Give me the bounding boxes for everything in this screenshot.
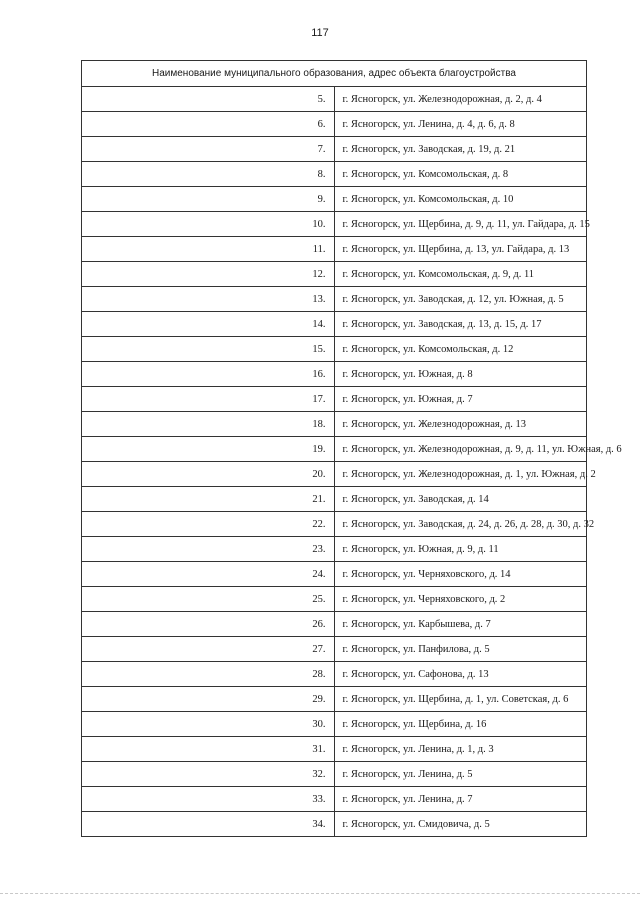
- row-address: г. Ясногорск, ул. Ленина, д. 5: [334, 762, 587, 787]
- row-address: г. Ясногорск, ул. Заводская, д. 14: [334, 487, 587, 512]
- page-number: 117: [311, 27, 329, 39]
- row-number: 14.: [82, 312, 335, 337]
- row-address: г. Ясногорск, ул. Железнодорожная, д. 9, д. 11, ул. Южная, д. 6: [334, 437, 587, 462]
- row-number: 27.: [82, 637, 335, 662]
- row-number: 23.: [82, 537, 335, 562]
- table-row: [82, 762, 587, 787]
- row-number: 22.: [82, 512, 335, 537]
- table-row: [82, 487, 587, 512]
- row-number: 9.: [82, 187, 335, 212]
- row-address: г. Ясногорск, ул. Панфилова, д. 5: [334, 637, 587, 662]
- row-number: 8.: [82, 162, 335, 187]
- row-address: г. Ясногорск, ул. Железнодорожная, д. 1, ул. Южная, д. 2: [334, 462, 587, 487]
- row-number: 25.: [82, 587, 335, 612]
- row-address: г. Ясногорск, ул. Черняховского, д. 14: [334, 562, 587, 587]
- row-address: г. Ясногорск, ул. Черняховского, д. 2: [334, 587, 587, 612]
- table-row: [82, 562, 587, 587]
- row-number: 12.: [82, 262, 335, 287]
- table-row: [82, 437, 587, 462]
- table-row: [82, 537, 587, 562]
- row-address: г. Ясногорск, ул. Заводская, д. 13, д. 15, д. 17: [334, 312, 587, 337]
- row-address: г. Ясногорск, ул. Южная, д. 9, д. 11: [334, 537, 587, 562]
- row-address: г. Ясногорск, ул. Смидовича, д. 5: [334, 812, 587, 837]
- row-address: г. Ясногорск, ул. Щербина, д. 16: [334, 712, 587, 737]
- row-number: 34.: [82, 812, 335, 837]
- table-row: [82, 412, 587, 437]
- address-table: [81, 60, 622, 837]
- table-row: [82, 812, 587, 837]
- table-row: [82, 137, 587, 162]
- table-row: [82, 787, 587, 812]
- row-address: г. Ясногорск, ул. Комсомольская, д. 8: [334, 162, 587, 187]
- table-row: [82, 162, 587, 187]
- row-number: 26.: [82, 612, 335, 637]
- table-row: [82, 262, 587, 287]
- page-footer-divider: [0, 893, 640, 895]
- row-number: 16.: [82, 362, 335, 387]
- table-row: [82, 237, 587, 262]
- row-number: 29.: [82, 687, 335, 712]
- row-number: 24.: [82, 562, 335, 587]
- row-number: 28.: [82, 662, 335, 687]
- table-row: [82, 462, 587, 487]
- table-row: [82, 87, 587, 112]
- table-row: [82, 512, 587, 537]
- row-number: 7.: [82, 137, 335, 162]
- table-row: [82, 312, 587, 337]
- table-row: [82, 637, 587, 662]
- row-address: г. Ясногорск, ул. Южная, д. 8: [334, 362, 587, 387]
- table-row: [82, 337, 587, 362]
- row-address: г. Ясногорск, ул. Заводская, д. 12, ул. Южная, д. 5: [334, 287, 587, 312]
- row-number: 13.: [82, 287, 335, 312]
- table-row: [82, 687, 587, 712]
- table-row: [82, 287, 587, 312]
- row-number: 11.: [82, 237, 335, 262]
- row-number: 6.: [82, 112, 335, 137]
- table-row: [82, 212, 587, 237]
- row-address: г. Ясногорск, ул. Сафонова, д. 13: [334, 662, 587, 687]
- row-address: г. Ясногорск, ул. Щербина, д. 13, ул. Гайдара, д. 13: [334, 237, 587, 262]
- table-row: [82, 587, 587, 612]
- table-row: [82, 737, 587, 762]
- row-address: г. Ясногорск, ул. Щербина, д. 1, ул. Советская, д. 6: [334, 687, 587, 712]
- row-number: 21.: [82, 487, 335, 512]
- row-number: 15.: [82, 337, 335, 362]
- row-address: г. Ясногорск, ул. Заводская, д. 19, д. 21: [334, 137, 587, 162]
- table-body: [82, 87, 622, 837]
- row-address: г. Ясногорск, ул. Заводская, д. 24, д. 26, д. 28, д. 30, д. 32: [334, 512, 587, 537]
- row-address: г. Ясногорск, ул. Ленина, д. 1, д. 3: [334, 737, 587, 762]
- row-number: 5.: [82, 87, 335, 112]
- row-address: г. Ясногорск, ул. Ленина, д. 7: [334, 787, 587, 812]
- row-number: 20.: [82, 462, 335, 487]
- row-number: 19.: [82, 437, 335, 462]
- row-number: 30.: [82, 712, 335, 737]
- row-address: г. Ясногорск, ул. Комсомольская, д. 12: [334, 337, 587, 362]
- table-header: Наименование муниципального образования, адрес объекта благоустройства: [82, 61, 587, 87]
- row-number: 31.: [82, 737, 335, 762]
- row-number: 32.: [82, 762, 335, 787]
- row-number: 33.: [82, 787, 335, 812]
- row-number: 10.: [82, 212, 335, 237]
- row-address: г. Ясногорск, ул. Комсомольская, д. 10: [334, 187, 587, 212]
- table-row: [82, 112, 587, 137]
- table-row: [82, 387, 587, 412]
- row-number: 17.: [82, 387, 335, 412]
- row-address: г. Ясногорск, ул. Комсомольская, д. 9, д. 11: [334, 262, 587, 287]
- row-address: г. Ясногорск, ул. Южная, д. 7: [334, 387, 587, 412]
- table-row: [82, 662, 587, 687]
- row-number: 18.: [82, 412, 335, 437]
- row-address: г. Ясногорск, ул. Карбышева, д. 7: [334, 612, 587, 637]
- row-address: г. Ясногорск, ул. Железнодорожная, д. 13: [334, 412, 587, 437]
- row-address: г. Ясногорск, ул. Щербина, д. 9, д. 11, ул. Гайдара, д. 15: [334, 212, 587, 237]
- table-row: [82, 187, 587, 212]
- table-header-row: [82, 61, 587, 87]
- table-row: [82, 612, 587, 637]
- table-row: [82, 362, 587, 387]
- row-address: г. Ясногорск, ул. Железнодорожная, д. 2, д. 4: [334, 87, 587, 112]
- row-address: г. Ясногорск, ул. Ленина, д. 4, д. 6, д. 8: [334, 112, 587, 137]
- table-row: [82, 712, 587, 737]
